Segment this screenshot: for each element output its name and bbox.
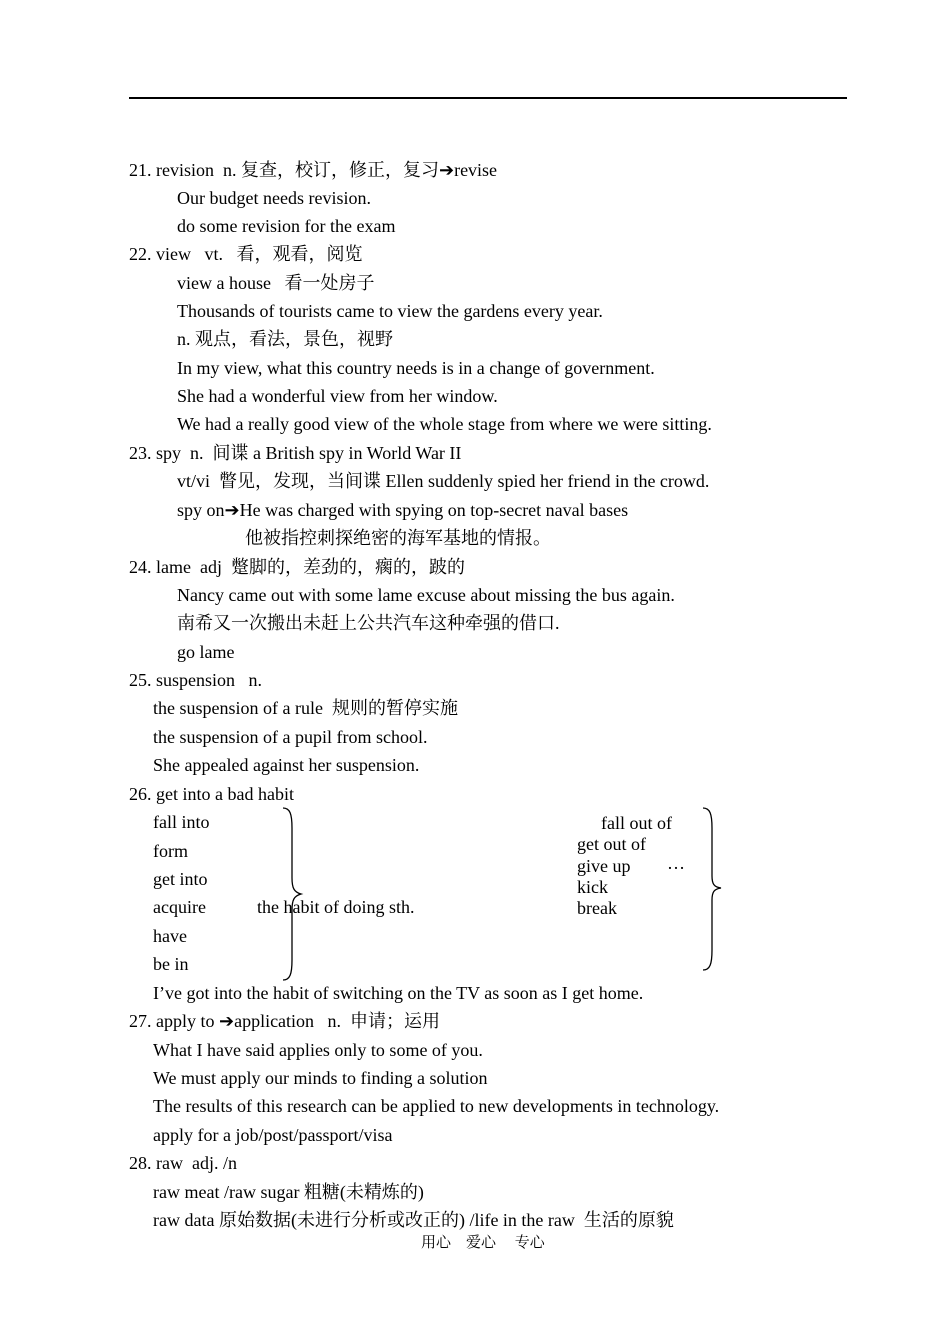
verb-option: fall out of — [601, 813, 672, 833]
verb-option: get out of — [577, 834, 646, 854]
example-line: raw meat /raw sugar 粗糖(未精炼的) — [153, 1182, 424, 1202]
entry-22-heading: 22. view vt. 看，观看，阅览 — [129, 244, 363, 264]
example-line: do some revision for the exam — [177, 216, 396, 236]
example-line: Our budget needs revision. — [177, 188, 371, 208]
example-line: spy on➔He was charged with spying on top-secret naval bases — [177, 500, 629, 520]
ellipsis: … — [667, 853, 685, 873]
entry-21-heading: 21. revision n. 复查，校订，修正，复习➔revise — [129, 160, 498, 180]
example-line: We had a really good view of the whole stage from where we were sitting. — [177, 414, 712, 434]
example-line: I’ve got into the habit of switching on the TV as soon as I get home. — [153, 983, 644, 1003]
example-line: the suspension of a pupil from school. — [153, 727, 428, 747]
right-brace-icon — [700, 806, 724, 972]
verb-option: form — [153, 841, 188, 861]
entry-25-heading: 25. suspension n. — [129, 670, 263, 690]
example-line: She appealed against her suspension. — [153, 755, 420, 775]
entry-26-heading: 26. get into a bad habit — [129, 784, 294, 804]
example-line: In my view, what this country needs is in a change of government. — [177, 358, 655, 378]
entry-23-heading: 23. spy n. 间谍 a British spy in World War II — [129, 443, 462, 463]
verb-option: break — [577, 898, 617, 918]
entry-27-heading: 27. apply to ➔application n. 申请；运用 — [129, 1011, 441, 1031]
example-line: The results of this research can be applied to new developments in technology. — [153, 1096, 720, 1116]
verb-option: have — [153, 926, 187, 946]
entry-28-heading: 28. raw adj. /n — [129, 1153, 237, 1173]
right-brace-icon — [280, 806, 304, 982]
verb-option: be in — [153, 954, 189, 974]
example-line: She had a wonderful view from her window. — [177, 386, 498, 406]
translation-line: 他被指控刺探绝密的海军基地的情报。 — [245, 528, 551, 548]
translation-line: 南希又一次搬出未赶上公共汽车这种牵强的借口. — [177, 613, 560, 633]
page-footer: 用心 爱心 专心 — [421, 1235, 545, 1251]
example-line: apply for a job/post/passport/visa — [153, 1125, 393, 1145]
example-line: vt/vi 瞥见，发现，当间谍 Ellen suddenly spied her friend in the crowd. — [177, 471, 710, 491]
verb-option: acquire — [153, 897, 206, 917]
example-line: What I have said applies only to some of you. — [153, 1040, 483, 1060]
example-line: Thousands of tourists came to view the gardens every year. — [177, 301, 603, 321]
example-line: raw data 原始数据(未进行分析或改正的) /life in the raw 生活的原貌 — [153, 1210, 674, 1230]
habit-phrase: the habit of doing sth. — [257, 897, 415, 917]
header-rule — [129, 97, 847, 99]
verb-option: fall into — [153, 812, 210, 832]
example-line: Nancy came out with some lame excuse about missing the bus again. — [177, 585, 675, 605]
example-line: the suspension of a rule 规则的暂停实施 — [153, 698, 458, 718]
definition-line: n. 观点，看法，景色，视野 — [177, 329, 393, 349]
entry-24-heading: 24. lame adj 蹩脚的，差劲的，瘸的，跛的 — [129, 557, 465, 577]
example-line: We must apply our minds to finding a solution — [153, 1068, 488, 1088]
example-line: go lame — [177, 642, 235, 662]
example-line: view a house 看一处房子 — [177, 273, 375, 293]
verb-option: give up — [577, 856, 631, 876]
verb-option: kick — [577, 877, 608, 897]
verb-option: get into — [153, 869, 208, 889]
